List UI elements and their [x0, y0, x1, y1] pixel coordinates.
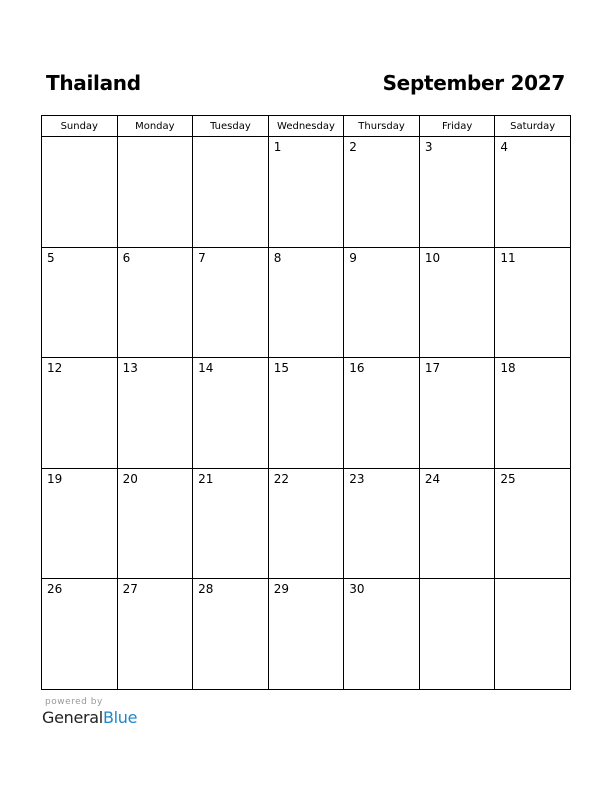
day-cell — [419, 137, 495, 248]
day-number: 2 — [349, 140, 357, 154]
day-number — [193, 137, 268, 140]
day-number: 14 — [198, 361, 214, 376]
day-number: 3 — [424, 140, 433, 154]
week-row — [42, 468, 571, 579]
day-number: 24 — [424, 471, 441, 486]
day-number: 10 — [424, 250, 441, 265]
day-number: 21 — [198, 471, 214, 486]
country-title: Thailand — [46, 71, 141, 95]
day-cell — [42, 579, 118, 690]
day-cell — [193, 358, 269, 469]
day-cell — [117, 247, 193, 358]
day-number: 26 — [47, 582, 63, 597]
day-number: 30 — [349, 582, 365, 597]
month-year-title: September 2027 — [382, 71, 565, 95]
day-cell — [117, 468, 193, 579]
day-number: 12 — [47, 361, 63, 376]
day-cell — [268, 468, 344, 579]
weekday-header: Friday — [419, 116, 495, 137]
weekday-header: Tuesday — [193, 116, 269, 137]
day-number: 5 — [47, 250, 55, 265]
day-number — [118, 137, 193, 140]
day-cell — [117, 358, 193, 469]
day-number: 8 — [273, 250, 282, 265]
weekday-header: Monday — [117, 116, 193, 137]
day-number: 25 — [500, 471, 516, 486]
day-cell — [268, 137, 344, 248]
day-number — [420, 579, 495, 582]
day-cell — [419, 468, 495, 579]
day-number: 6 — [122, 250, 131, 265]
day-number: 13 — [122, 361, 138, 376]
day-cell — [495, 137, 571, 248]
day-cell — [419, 247, 495, 358]
day-cell — [42, 358, 118, 469]
day-cell — [42, 468, 118, 579]
week-row — [42, 247, 571, 358]
day-cell — [344, 137, 420, 248]
day-number: 15 — [273, 361, 289, 376]
weekday-header-row — [42, 116, 571, 137]
weekday-header: Wednesday — [268, 116, 344, 137]
day-cell — [344, 358, 420, 469]
day-cell — [419, 579, 495, 690]
powered-by-label: powered by — [45, 697, 103, 707]
day-cell — [193, 579, 269, 690]
day-number: 1 — [273, 140, 282, 154]
brand-blue-text: Blue — [102, 708, 138, 727]
day-number: 4 — [500, 140, 509, 154]
footer-branding — [42, 697, 137, 728]
weekday-header: Thursday — [344, 116, 420, 137]
day-cell — [344, 468, 420, 579]
day-number: 16 — [349, 361, 365, 376]
day-number: 23 — [349, 471, 365, 486]
day-cell — [495, 468, 571, 579]
day-cell — [344, 247, 420, 358]
day-cell — [495, 358, 571, 469]
day-number: 17 — [424, 361, 441, 376]
day-number — [42, 137, 117, 140]
day-number: 11 — [500, 250, 516, 265]
day-cell — [344, 579, 420, 690]
day-number: 18 — [500, 361, 516, 376]
day-cell — [117, 579, 193, 690]
day-number: 27 — [122, 582, 138, 597]
day-number: 9 — [349, 250, 357, 265]
day-cell — [268, 358, 344, 469]
day-cell — [193, 247, 269, 358]
day-cell — [193, 137, 269, 248]
day-cell — [42, 247, 118, 358]
day-cell — [268, 579, 344, 690]
day-cell — [495, 579, 571, 690]
day-cell — [42, 137, 118, 248]
generalblue-logo[interactable] — [42, 708, 137, 728]
day-cell — [268, 247, 344, 358]
weekday-header: Saturday — [495, 116, 571, 137]
day-cell — [495, 247, 571, 358]
week-row — [42, 358, 571, 469]
week-row — [42, 579, 571, 690]
day-number: 7 — [198, 250, 206, 265]
day-number: 20 — [122, 471, 138, 486]
weekday-header: Sunday — [42, 116, 118, 137]
day-number: 28 — [198, 582, 214, 597]
day-number: 29 — [273, 582, 289, 597]
day-number: 19 — [47, 471, 63, 486]
week-row — [42, 137, 571, 248]
day-number: 22 — [273, 471, 289, 486]
brand-general-text: General — [42, 708, 103, 727]
calendar-grid — [41, 115, 571, 690]
day-cell — [117, 137, 193, 248]
day-number — [495, 579, 570, 582]
day-cell — [419, 358, 495, 469]
day-cell — [193, 468, 269, 579]
